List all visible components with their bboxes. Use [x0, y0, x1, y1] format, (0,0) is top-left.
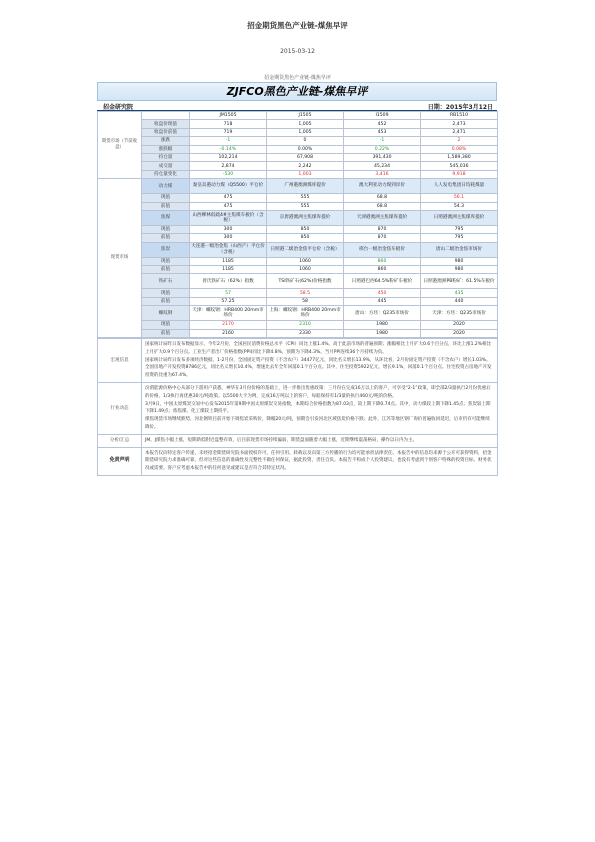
cell: -530: [190, 170, 267, 178]
cell: 980: [421, 257, 498, 265]
table-row: [98, 194, 498, 202]
analysis-content: JM、J煤焦小幅上涨，短期新低附近盘整有效，后目前现货市场持续偏弱，期货盘面随着大幅上涨，近期继续震荡格局，操作以日内为主。: [142, 434, 498, 447]
commodity-label: 焦炭: [142, 242, 190, 257]
table-row: [98, 145, 498, 153]
commodity-label: 焦煤: [142, 210, 190, 225]
cell: 1,005: [267, 120, 344, 128]
table-row: [98, 321, 498, 329]
price-name: 澳大利亚动力煤到岸价: [344, 179, 421, 194]
row-label: 前值: [142, 234, 190, 242]
row-label: 涨跌幅: [142, 145, 190, 153]
cell: 57.25: [190, 297, 267, 305]
cell: -1: [190, 137, 267, 145]
industry-paragraph: 煤焦现货市场继续跌势，河北钢铁目前开始下调焦炭采购价，降幅20元/吨，预期会引发河北区域焦炭价格下跌；此外，江苏等地区钢厂询价普遍收回延迟，后市仍有可能继续降价。: [145, 417, 490, 430]
row-label: 成交量: [142, 162, 190, 170]
cell: 68.8: [344, 202, 421, 210]
table-row: [98, 266, 498, 274]
macro-content: [142, 339, 498, 383]
cell: 1185: [190, 266, 267, 274]
commodity-label: 动力煤: [142, 179, 190, 194]
report-date: 日期：2015年3月12日: [427, 104, 493, 111]
row-label: 收盘价前值: [142, 128, 190, 136]
table-row: [98, 162, 498, 170]
price-name: 天津港澳洲主焦煤库提价: [344, 210, 421, 225]
disclaimer-section-label: 免责声明: [98, 447, 142, 475]
futures-section-label: 期货市场（节前收盘）: [98, 112, 142, 179]
cell: 0: [267, 137, 344, 145]
table-row: [98, 257, 498, 265]
industry-section: [98, 383, 498, 435]
cell: 2020: [421, 329, 498, 337]
cell: 56.1: [421, 194, 498, 202]
cell: 980: [421, 266, 498, 274]
row-label: 现值: [142, 194, 190, 202]
cell: 2: [421, 137, 498, 145]
row-label: 前值: [142, 329, 190, 337]
cell: 850: [267, 225, 344, 233]
table-row: [98, 202, 498, 210]
cell: 67,908: [267, 153, 344, 161]
price-name: 邢台一级冶金焦车板价: [344, 242, 421, 257]
cell: 0.22%: [344, 145, 421, 153]
table-row: [98, 297, 498, 305]
cell: 3,416: [344, 170, 421, 178]
cell: 0.00%: [267, 145, 344, 153]
cell: 1,003: [267, 170, 344, 178]
cell: 555: [267, 202, 344, 210]
cell: 58: [267, 297, 344, 305]
macro-section-label: 宏观信息: [98, 339, 142, 383]
table-row: [98, 128, 498, 136]
cell: 850: [267, 234, 344, 242]
cell: -0.14%: [190, 145, 267, 153]
commodity-label: 螺纹钢: [142, 306, 190, 321]
column-header: I1509: [344, 112, 421, 120]
cell: -1: [344, 137, 421, 145]
cell: 1060: [267, 257, 344, 265]
spot-names-row: [98, 306, 498, 321]
empty-cell: [142, 112, 190, 120]
cell: 57: [190, 289, 267, 297]
column-header: JM1505: [190, 112, 267, 120]
document-title: 招金期货黑色产业链-煤焦早评: [247, 21, 348, 30]
cell: 2170: [190, 321, 267, 329]
spot-names-row: [98, 179, 498, 194]
cell: 719: [190, 128, 267, 136]
cell: 870: [344, 225, 421, 233]
price-name: 日照港巴西64.5%粉矿车板价: [344, 274, 421, 289]
cell: 445: [344, 297, 421, 305]
analysis-section-label: 分析/汇总: [98, 434, 142, 447]
disclaimer-content: 本报告仅向特定客户传递，未经招金期货研究院书面授权许可，任何引用、转载以及向第三方传播的行为均可能承担法律责任。本报告中的信息均来源于公开可获得资料，招金期货研究院力求准确可靠，但对这些信息的准确性及完整性不做任何保证，据此投资，责任自负。本报告不构成个人投资建议，也没有考虑到个别客户特殊的投资目标、财务状况或需要。客户应考虑本报告中的任何意见或建议是否符合其特定状况。: [142, 447, 498, 475]
price-name: 日照港二级冶金焦平仓价（含税）: [267, 242, 344, 257]
document-subtitle: 招金期货黑色产业链-煤焦早评: [264, 75, 331, 81]
cell: 440: [421, 297, 498, 305]
macro-paragraph: 国家统计局昨日发布数据显示，今年2月份，全国居民消费价格总水平（CPI）同比上涨1.4%。高于此前市场的普遍预期；涨幅相比上月扩大0.6个百分点，环比上涨1.2%相比上月扩大0.9个百分点。工业生产者出厂价格指数(PPI)同比下降4.8%，预期为下降4.3%。当月PPI连续36个月持续为负。: [145, 342, 492, 355]
cell: 870: [344, 234, 421, 242]
cell: 54.3: [421, 202, 498, 210]
table-row: [98, 170, 498, 178]
price-name: 普氏铁矿石（62%）指数: [190, 274, 267, 289]
industry-paragraph: 3月9日，中国太原煤炭交易中心发布2015年第9期中国太原煤炭交易指数，本期综合价格指数为87.03点，较上期下降0.74点。其中，动力煤较上期下降1.45点；焦炭较上期下降1.49点；炼焦煤、化工煤较上期持平。: [145, 401, 491, 415]
price-name: 唐山：方坯：Q235市场价: [344, 306, 421, 321]
cell: 545,036: [421, 162, 498, 170]
table-row: [98, 137, 498, 145]
cell: 300: [190, 234, 267, 242]
cell: 452: [344, 120, 421, 128]
price-name: 人人发电集团日均耗煤量: [421, 179, 498, 194]
report-container: [97, 82, 497, 476]
disclaimer-section: [98, 447, 498, 475]
cell: 475: [190, 202, 267, 210]
report-header: [97, 101, 497, 111]
row-label: 持仓量变化: [142, 170, 190, 178]
macro-paragraph: 国家统计局昨日发布多项经济数据，1-2月份，全国固定资产投资（不含农户）34477亿元，同比名义增长13.9%，从环比看，2月份固定资产投资（不含农户）增长1.03%。全国房地产开发投资8786亿元，同比名义增长10.4%，增速比去年全年回落0.1个百分点。其中，住宅投资5922亿元，增长9.1%，回落0.1个百分点。住宅投资占房地产开发投资的比重为67.4%。: [145, 357, 492, 379]
row-label: 现值: [142, 225, 190, 233]
cell: 475: [190, 194, 267, 202]
commodity-label: 铁矿石: [142, 274, 190, 289]
cell: 68.8: [344, 194, 421, 202]
cell: 2020: [421, 321, 498, 329]
macro-section: [98, 339, 498, 383]
text-sections-table: [97, 338, 498, 476]
price-name: 日照港澳洲主焦煤库提价: [421, 210, 498, 225]
cell: 1980: [344, 329, 421, 337]
table-row: [98, 329, 498, 337]
cell: 2,473: [421, 120, 498, 128]
table-row: [98, 120, 498, 128]
row-label: 现值: [142, 321, 190, 329]
price-name: 山西柳林低硫4#主焦煤车板价（含税）: [190, 210, 267, 225]
document-date: 2015-03-12: [280, 48, 315, 55]
cell: 718: [190, 120, 267, 128]
row-label: 前值: [142, 202, 190, 210]
cell: 435: [421, 289, 498, 297]
spot-names-row: [98, 210, 498, 225]
cell: 2330: [267, 329, 344, 337]
cell: 860: [344, 257, 421, 265]
cell: 450: [344, 289, 421, 297]
price-name: 天津：螺纹钢：HRB400 20mm市场价: [190, 306, 267, 321]
cell: 1060: [267, 266, 344, 274]
row-label: 现值: [142, 257, 190, 265]
cell: 1,005: [267, 128, 344, 136]
column-header: RB1510: [421, 112, 498, 120]
price-name: 上海：螺纹钢：HRB400 20mm市场价: [267, 306, 344, 321]
cell: 453: [344, 128, 421, 136]
cell: 300: [190, 225, 267, 233]
spot-section-label: 现货市场: [98, 179, 142, 338]
price-name: TSI铁矿石(62%)价格指数: [267, 274, 344, 289]
cell: 9,918: [421, 170, 498, 178]
table-row: [98, 289, 498, 297]
table-row: [98, 225, 498, 233]
cell: 2310: [267, 321, 344, 329]
org-name: 招金研究院: [103, 104, 134, 111]
cell: 795: [421, 234, 498, 242]
cell: 795: [421, 225, 498, 233]
cell: 1185: [190, 257, 267, 265]
spot-names-row: [98, 242, 498, 257]
cell: 2,242: [267, 162, 344, 170]
cell: 391,430: [344, 153, 421, 161]
cell: 1,589,380: [421, 153, 498, 161]
cell: 860: [344, 266, 421, 274]
industry-section-label: 行业动态: [98, 383, 142, 435]
price-name: 唐山二级冶金焦市场价: [421, 242, 498, 257]
row-label: 前值: [142, 266, 190, 274]
price-name: 秦皇岛港动力煤（Q5500）平仓价: [190, 179, 267, 194]
cell: 58.5: [267, 289, 344, 297]
table-row: [98, 153, 498, 161]
cell: 1980: [344, 321, 421, 329]
spot-names-row: [98, 274, 498, 289]
row-label: 现值: [142, 289, 190, 297]
price-name: 京唐港澳洲主焦煤库提价: [267, 210, 344, 225]
cell: 2,874: [190, 162, 267, 170]
column-header: J1505: [267, 112, 344, 120]
table-row: [98, 234, 498, 242]
row-label: 持仓量: [142, 153, 190, 161]
report-banner: ZJFCO黑色产业链-煤焦早评: [97, 82, 497, 101]
cell: 0.08%: [421, 145, 498, 153]
futures-header-row: [98, 112, 498, 120]
analysis-section: [98, 434, 498, 447]
price-name: 天津：方坯：Q235市场价: [421, 306, 498, 321]
cell: 2,471: [421, 128, 498, 136]
row-label: 前值: [142, 297, 190, 305]
cell: 555: [267, 194, 344, 202]
price-name: 日照港澳洲PB粉矿：61.5%车板价: [421, 274, 498, 289]
row-label: 收盘价现值: [142, 120, 190, 128]
row-label: 涨跌: [142, 137, 190, 145]
industry-paragraph: 汾渭能源价格中心从部分下游用户获悉，神华在3月份价格的基础上，进一步推出优惠政策：三月份在完成16万以上的客户，可享受“2-1”政策，即全部2/3量执行2月份优惠后的价格，1/3执行再优惠30元/吨政策。以5500大卡为例，完成16万吨以上的客户，每船保持有1/3量的执行460元/吨的价格。: [145, 386, 491, 399]
cell: 102,214: [190, 153, 267, 161]
market-table: [97, 111, 498, 338]
cell: 2160: [190, 329, 267, 337]
cell: 45,234: [344, 162, 421, 170]
industry-content: [142, 383, 498, 435]
price-name: 大连港一级冶金焦（山西产）平仓价（含税）: [190, 242, 267, 257]
price-name: 广州港澳洲煤库提价: [267, 179, 344, 194]
